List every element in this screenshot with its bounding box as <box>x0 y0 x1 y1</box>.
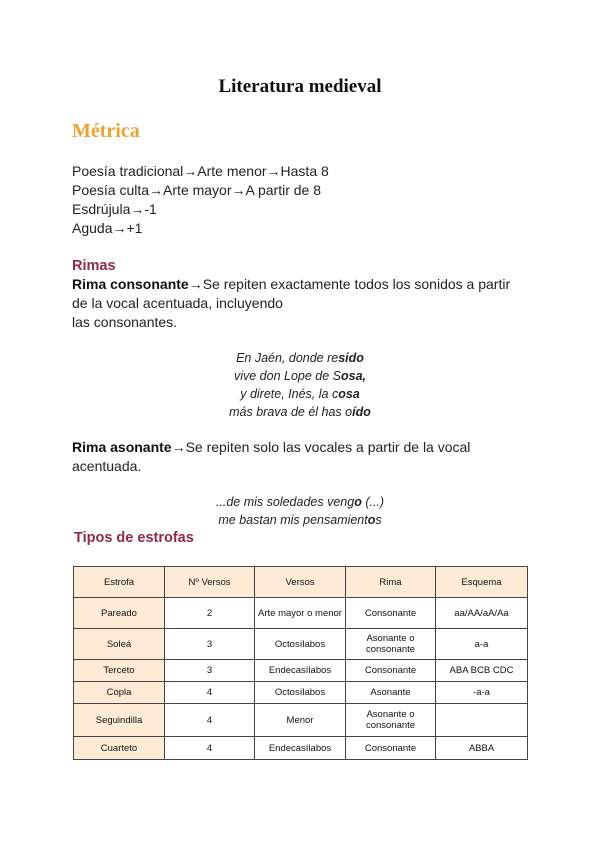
poem-line: ...de mis soledades vengo (...) <box>215 495 385 509</box>
poem-line: me bastan mis pensamientos <box>218 513 382 527</box>
table-row <box>74 598 528 629</box>
metrica-line: Poesía culta→Arte mayor→A partir de 8 <box>72 182 321 198</box>
rima-asonante-term: Rima asonante <box>72 439 172 455</box>
table-row <box>74 660 528 682</box>
poem-asonante <box>0 493 600 529</box>
table-header-row <box>74 567 528 598</box>
table-cell: Octosílabos <box>255 629 346 660</box>
rima-asonante-def: →Se repiten solo las vocales a partir de la vocal <box>171 439 471 455</box>
page-title: Literatura medieval <box>218 76 382 97</box>
table-cell: Copla <box>74 682 165 704</box>
table-header-cell: Rima <box>346 567 436 598</box>
table-cell: Consonante <box>346 660 436 682</box>
table-cell: Asonante <box>346 682 436 704</box>
table-cell: Cuarteto <box>74 737 165 760</box>
table-cell: Consonante <box>346 737 436 760</box>
table-cell: 3 <box>165 629 255 660</box>
table-cell: -a-a <box>436 682 528 704</box>
table-cell: Arte mayor o menor <box>255 598 346 629</box>
table-header-cell: Esquema <box>436 567 528 598</box>
rima-consonante-def-2: de la vocal acentuada, incluyendo <box>72 295 283 311</box>
table-row <box>74 737 528 760</box>
poem-consonante <box>0 349 600 421</box>
metrica-line: Esdrújula→-1 <box>72 201 157 217</box>
rima-asonante-paragraph <box>72 438 532 476</box>
metrica-lines <box>72 162 329 238</box>
metrica-heading: Métrica <box>72 120 140 142</box>
rima-consonante-def: →Se repiten exactamente todos los sonidos a partir <box>188 276 511 292</box>
table-cell: a-a <box>436 629 528 660</box>
table-cell: Soleá <box>74 629 165 660</box>
table-header-cell: Estrofa <box>74 567 165 598</box>
table-cell: Asonante o consonante <box>346 629 436 660</box>
table-cell: ABBA <box>436 737 528 760</box>
poem-line: En Jaén, donde resido <box>236 351 364 365</box>
table-cell: Octosílabos <box>255 682 346 704</box>
table-cell: Asonante o consonante <box>346 704 436 737</box>
table-cell: ABA BCB CDC <box>436 660 528 682</box>
table-cell: Consonante <box>346 598 436 629</box>
table-cell: Seguindilla <box>74 704 165 737</box>
table-header-cell: Nº Versos <box>165 567 255 598</box>
table-cell: Endecasílabos <box>255 660 346 682</box>
table-cell <box>436 704 528 737</box>
table-cell: aa/AA/aA/Aa <box>436 598 528 629</box>
rimas-heading: Rimas <box>72 258 116 274</box>
poem-line: vive don Lope de Sosa, <box>233 369 367 383</box>
table-cell: Endecasílabos <box>255 737 346 760</box>
table-cell: Pareado <box>74 598 165 629</box>
table-cell: Menor <box>255 704 346 737</box>
metrica-line: Poesía tradicional→Arte menor→Hasta 8 <box>72 163 329 179</box>
table-row <box>74 682 528 704</box>
estrofas-heading: Tipos de estrofas <box>74 530 194 546</box>
rima-consonante-paragraph <box>72 275 532 332</box>
table-cell: 2 <box>165 598 255 629</box>
poem-line: más brava de él has oído <box>229 405 371 419</box>
metrica-line: Aguda→+1 <box>72 220 143 236</box>
poem-line: y direte, Inés, la cosa <box>240 387 360 401</box>
rima-consonante-term: Rima consonante <box>72 276 189 292</box>
table-cell: 4 <box>165 704 255 737</box>
estrofas-table <box>73 566 528 760</box>
table-cell: 3 <box>165 660 255 682</box>
table-cell: 4 <box>165 682 255 704</box>
table-cell: 4 <box>165 737 255 760</box>
table-header-cell: Versos <box>255 567 346 598</box>
rima-asonante-def-2: acentuada. <box>72 458 142 474</box>
table-cell: Terceto <box>74 660 165 682</box>
rima-consonante-def-3: las consonantes. <box>72 314 178 330</box>
table-row <box>74 629 528 660</box>
table-row <box>74 704 528 737</box>
